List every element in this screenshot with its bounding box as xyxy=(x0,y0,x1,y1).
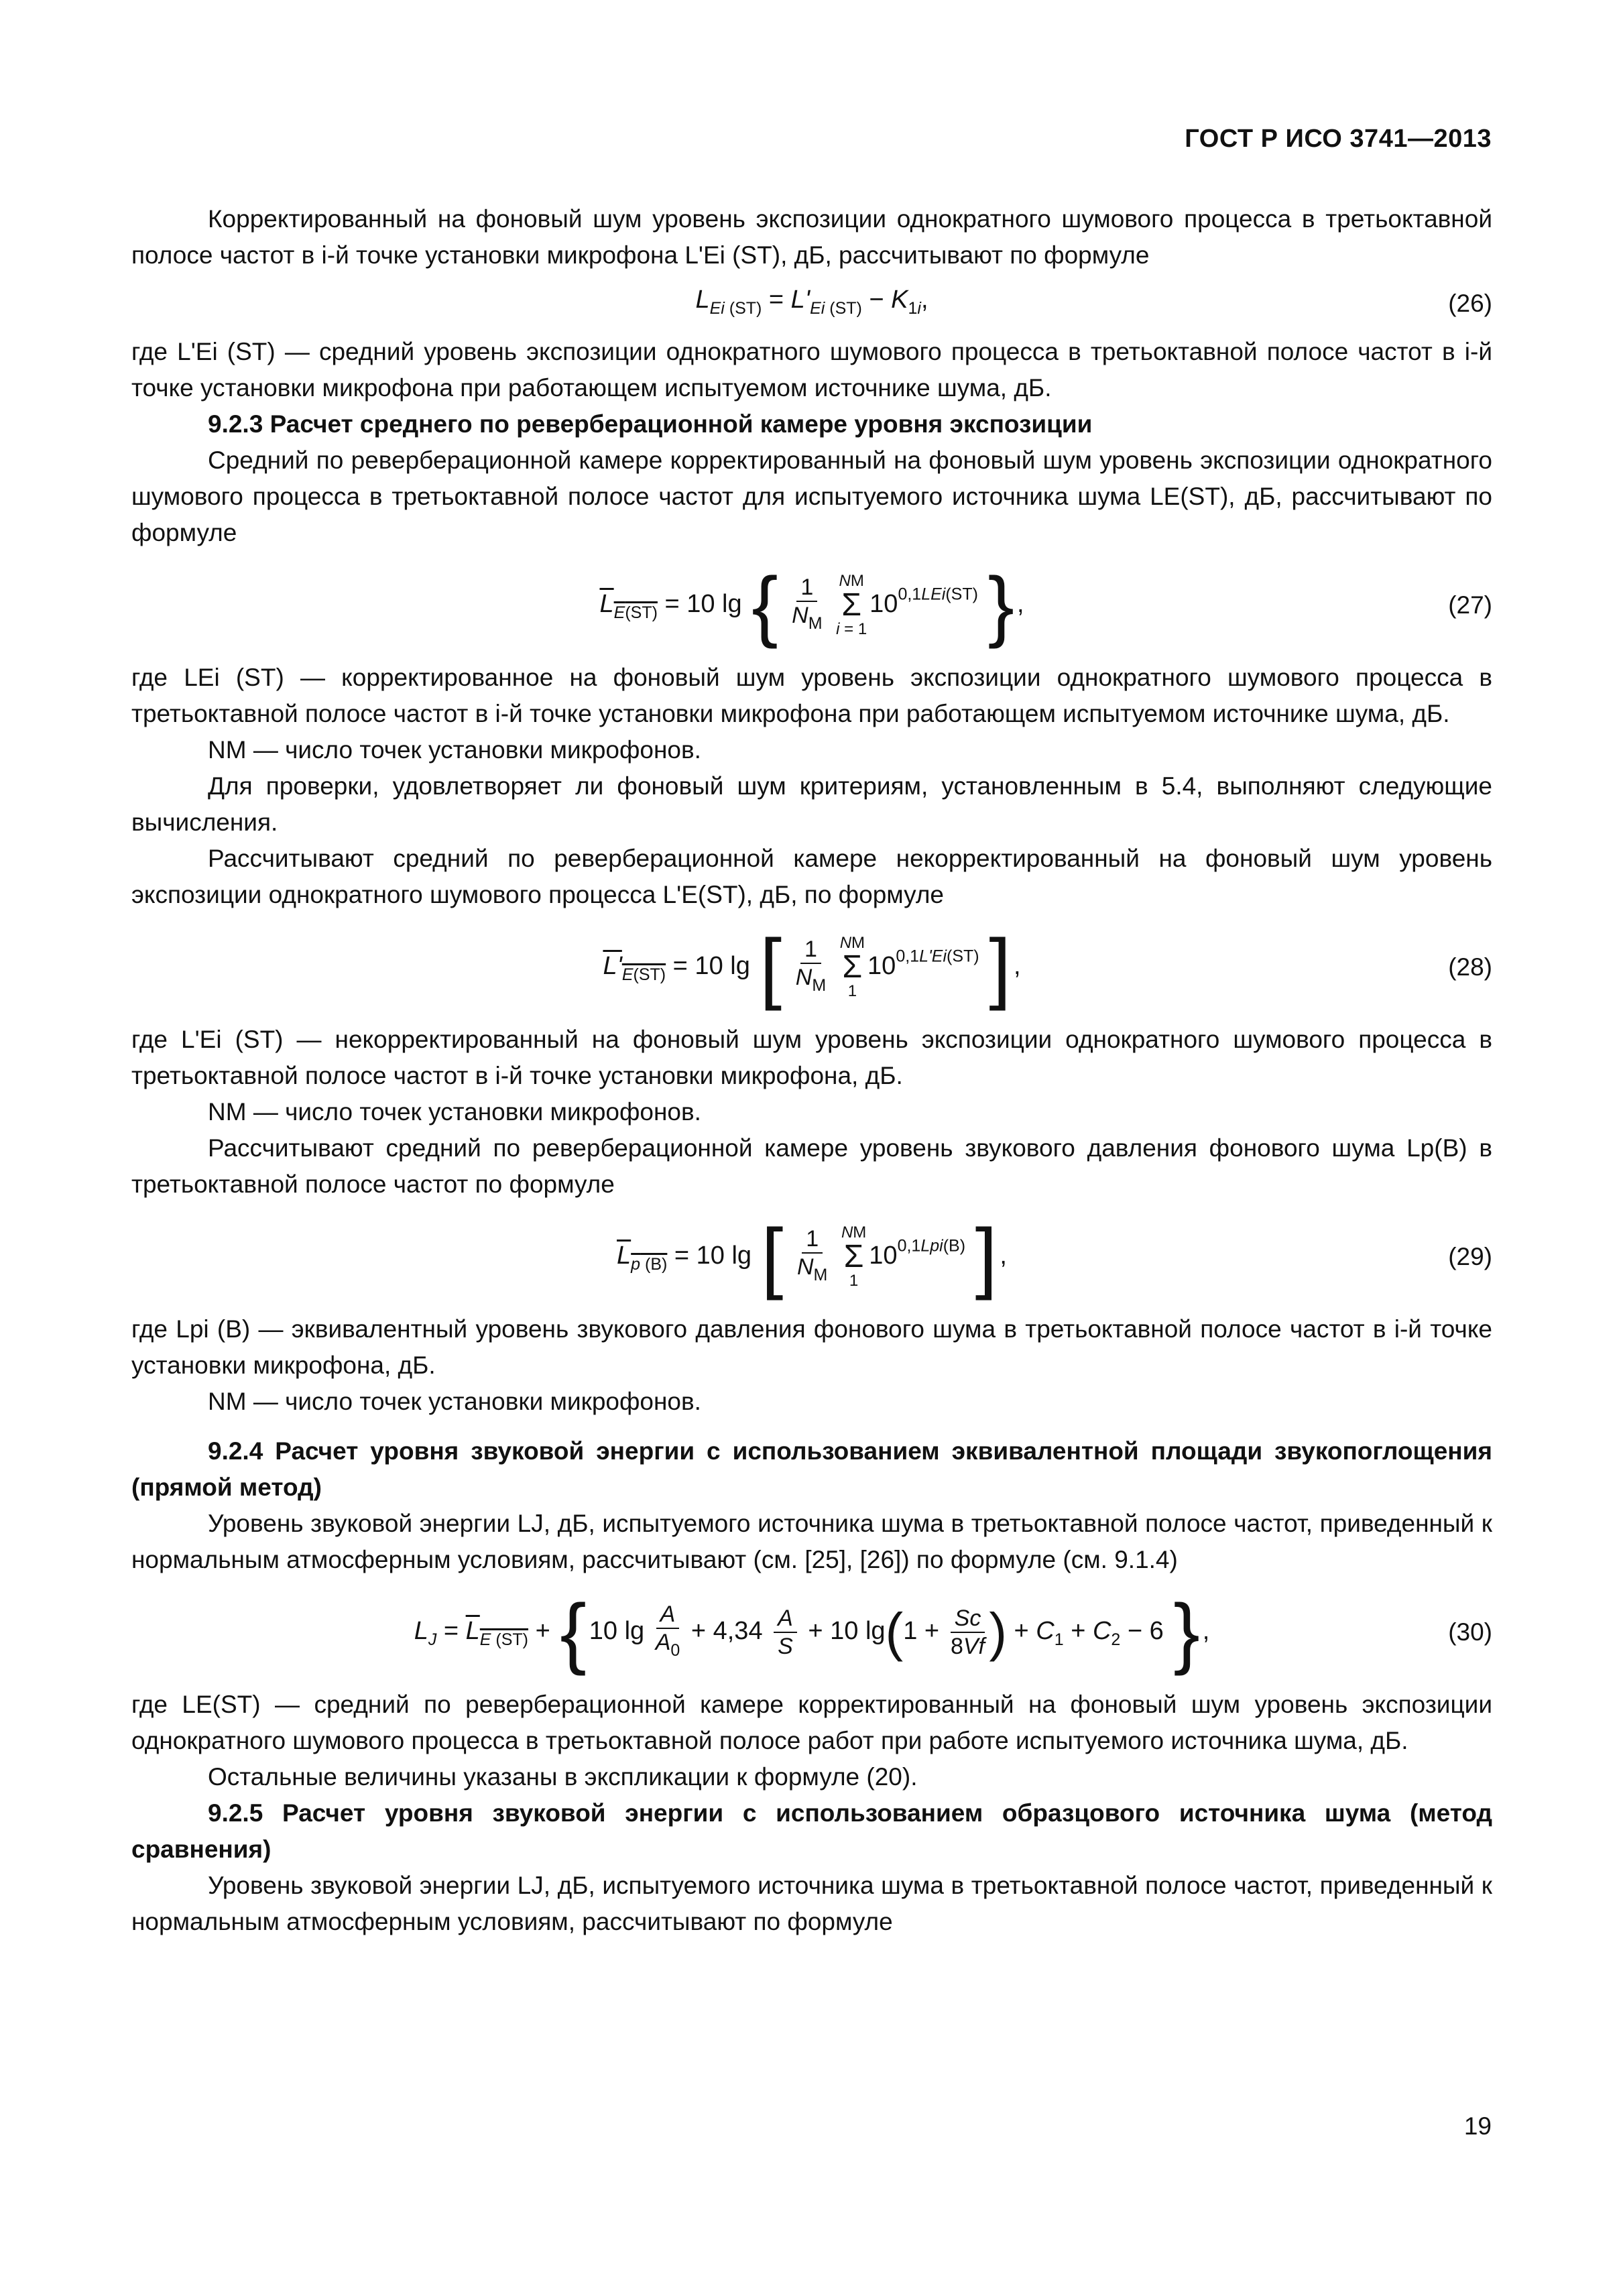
formula-28 xyxy=(131,917,1492,1018)
formula-number: (26) xyxy=(1448,290,1492,317)
paragraph: где LE(ST) — средний по реверберационной камере корректированный на фоновый шум уровень экспозиции однократного шумового процесса в третьоктавной полосе работ при работе испытуемого источника шума, дБ. xyxy=(131,1691,1492,1754)
formula-number: (28) xyxy=(1448,953,1492,981)
paragraph: Рассчитывают средний по реверберационной камере уровень звукового давления фонового шума Lp(B) в третьоктавной полосе частот по формуле xyxy=(131,1134,1492,1198)
paragraph: где LEi (ST) — корректированное на фоновый шум уровень экспозиции однократного шумового процесса в третьоктавной полосе частот в i-й точке установки микрофона при работающем испытуемом источнике шума, дБ. xyxy=(131,664,1492,727)
document-header: ГОСТ Р ИСО 3741—2013 xyxy=(1185,125,1492,153)
formula-27 xyxy=(131,555,1492,656)
formula-number: (27) xyxy=(1448,591,1492,619)
formula-expression: $L_{E(ST)} = 10$ lg { $\frac{1}{N_M}$ NM Σ i = 1 $10^{0,1LEi(ST)}$ } , xyxy=(599,561,1024,650)
formula-30 xyxy=(131,1582,1492,1683)
paragraph: Уровень звуковой энергии LJ, дБ, испытуемого источника шума в третьоктавной полосе частот, приведенный к нормальным атмосферным условиям, рассчитывают по формуле xyxy=(131,1872,1492,1935)
formula-number: (30) xyxy=(1448,1618,1492,1646)
paragraph: Для проверки, удовлетворяет ли фоновый шум критериям, установленным в 5.4, выполняют следующие вычисления. xyxy=(131,772,1492,836)
paragraph: Уровень звуковой энергии LJ, дБ, испытуемого источника шума в третьоктавной полосе частот, приведенный к нормальным атмосферным условиям, рассчитывают (см. [25], [26]) по формуле (см. 9.1.4) xyxy=(131,1510,1492,1573)
paragraph: Корректированный на фоновый шум уровень экспозиции однократного шумового процесса в третьоктавной полосе частот в i-й точке установки микрофона L'Ei (ST), дБ, рассчитывают по формуле xyxy=(131,205,1492,269)
paragraph: Рассчитывают средний по реверберационной камере некорректированный на фоновый шум уровень экспозиции однократного шумового процесса L'E(ST), дБ, по формуле xyxy=(131,845,1492,908)
formula-number: (29) xyxy=(1448,1243,1492,1270)
section-heading: 9.2.3 Расчет среднего по реверберационной камере уровня экспозиции xyxy=(208,410,1093,438)
paragraph: NM — число точек установки микрофонов. xyxy=(208,736,701,764)
formula-expression: $L_J = L_{E (ST)}$ + { 10 lg $\frac{A}{A_0}$ + 4,34 $\frac{A}{S}$ + 10 lg(1 + $\frac{Sc}{8Vf}$ ) + $C_1 + C_2 - 6$ } , xyxy=(414,1588,1210,1677)
section-heading: 9.2.5 Расчет уровня звуковой энергии с использованием образцового источника шума (метод сравнения) xyxy=(131,1799,1492,1863)
formula-expression: $L'_{E(ST)} = 10$ lg [ $\frac{1}{N_M}$ NM Σ 1 $10^{0,1L'Ei(ST)}$ ] , xyxy=(603,923,1021,1012)
section-heading: 9.2.4 Расчет уровня звуковой энергии с использованием эквивалентной площади звукопоглощения (прямой метод) xyxy=(131,1437,1492,1501)
paragraph: NM — число точек установки микрофонов. xyxy=(208,1388,701,1415)
paragraph: Остальные величины указаны в экспликации к формуле (20). xyxy=(208,1763,918,1791)
formula-26 xyxy=(131,278,1492,330)
paragraph: Средний по реверберационной камере корректированный на фоновый шум уровень экспозиции однократного шумового процесса в третьоктавной полосе частот для испытуемого источника шума LE(ST), дБ, рассчитывают по формуле xyxy=(131,446,1492,546)
formula-29 xyxy=(131,1207,1492,1307)
paragraph: NM — число точек установки микрофонов. xyxy=(208,1098,701,1126)
page-number: 19 xyxy=(1463,2112,1492,2140)
paragraph: где Lpi (B) — эквивалентный уровень звукового давления фонового шума в третьоктавной полосе частот в i-й точке установки микрофона, дБ. xyxy=(131,1315,1492,1379)
paragraph: где L'Ei (ST) — некорректированный на фоновый шум уровень экспозиции однократного шумового процесса в третьоктавной полосе частот в i-й точке установки микрофона, дБ. xyxy=(131,1026,1492,1089)
formula-expression: $L_{Ei (ST)} = L'_{Ei (ST)} - K_{1i}$, xyxy=(695,285,928,318)
formula-expression: $L_{p (B)} = 10$ lg [ $\frac{1}{N_M}$ NM Σ 1 $10^{0,1Lpi(B)}$ ] , xyxy=(617,1213,1007,1301)
page-body xyxy=(131,201,1492,1940)
paragraph: где L'Ei (ST) — средний уровень экспозиции однократного шумового процесса в третьоктавной полосе частот в i-й точке установки микрофона при работающем испытуемом источнике шума, дБ. xyxy=(131,338,1492,402)
